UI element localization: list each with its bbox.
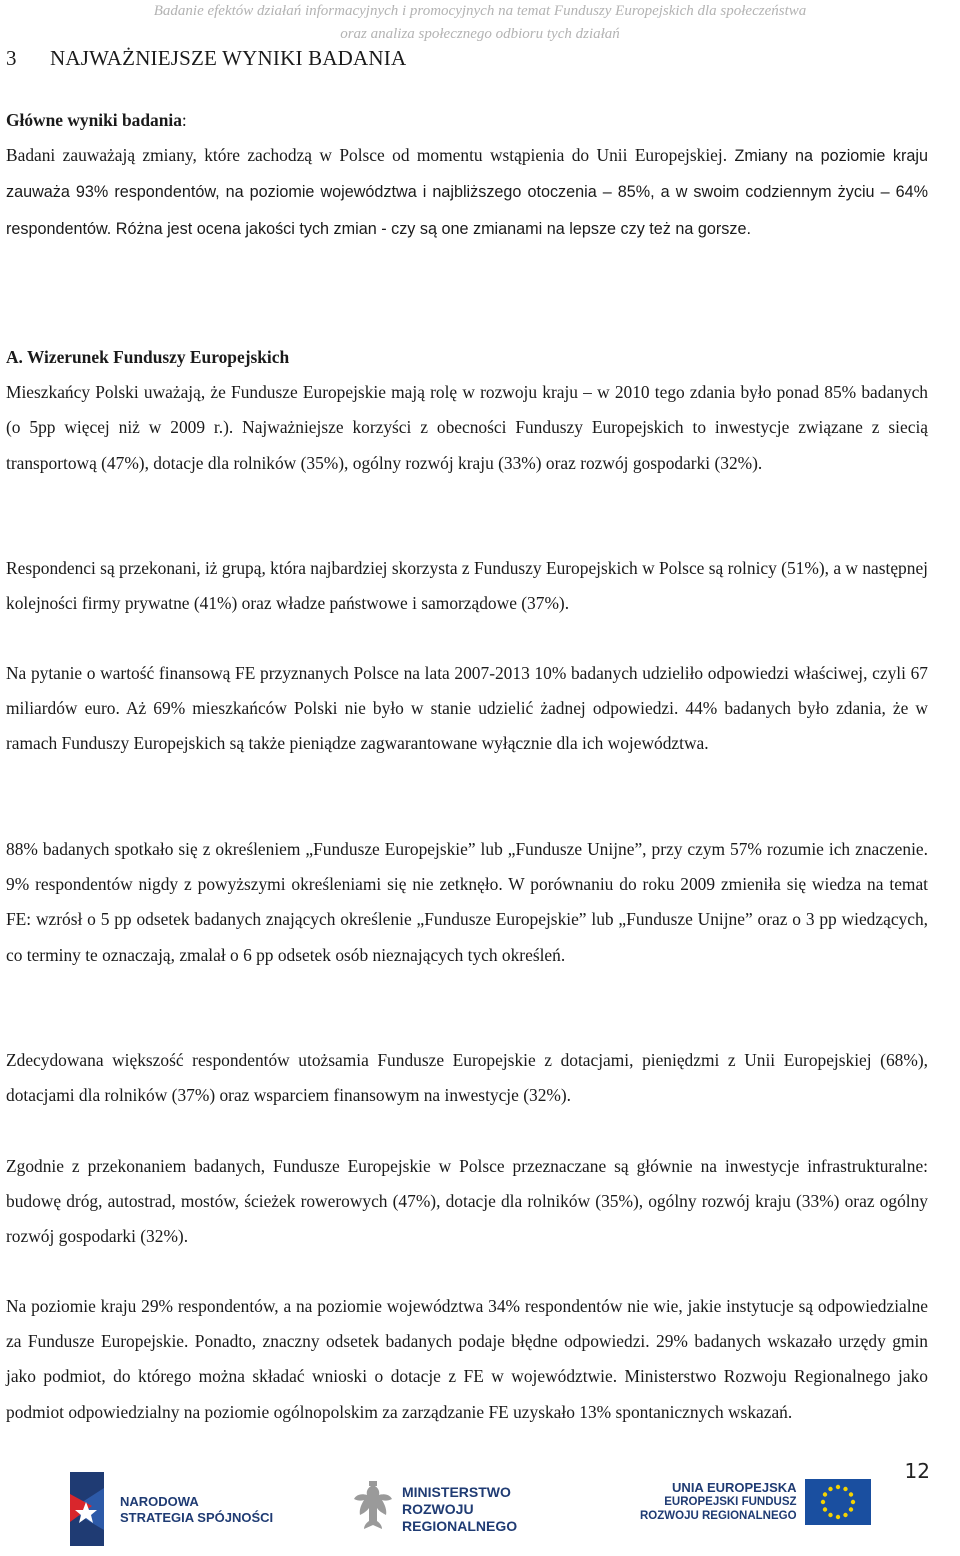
mrr-line-3: REGIONALNEGO — [402, 1517, 518, 1534]
nss-line-1: NARODOWA — [120, 1494, 199, 1509]
paragraph-main-results — [6, 103, 928, 247]
page-number: 12 — [904, 1459, 930, 1483]
paragraph-institutions — [6, 1289, 928, 1430]
eu-line-1: UNIA EUROPEJSKA — [672, 1480, 797, 1495]
paragraph-term-awareness — [6, 832, 928, 973]
eagle-emblem-icon — [352, 1479, 394, 1539]
mrr-line-1: MINISTERSTWO — [402, 1483, 511, 1500]
header-line-2: oraz analiza społecznego odbioru tych działań — [340, 26, 620, 42]
allocation-text: Zgodnie z przekonaniem badanych, Fundusze Europejskie w Polsce przeznaczane są głównie na inwestycje infrastrukturalne: budowę dróg, autostrad, mostów, ścieżek rowerowych (47%), dotacje dla rolników (35%), ogólny rozwój kraju (33%) oraz ogólny rozwój gospodarki (32%). — [6, 1156, 928, 1247]
institutions-text: Na poziomie kraju 29% respondentów, a na poziomie województwa 34% respondentów nie wie, jakie instytucje są odpowiedzialne za Fundusze Europejskie. Ponadto, znaczny odsetek badanych podaje błędne odpowiedzi. 29% badanych wskazało urzędy gmin jako podmiot, do którego można składać wnioski o dotacje z FE w województwie. Ministerstwo Rozwoju Regionalnego jako podmiot odpowiedzialny na poziomie ogólnopolskim za zarządzanie FE uzyskało 13% spontanicznych wskazań. — [6, 1296, 928, 1422]
paragraph-financial-value — [6, 656, 928, 762]
paragraph-allocation — [6, 1149, 928, 1255]
section-number: 3 — [6, 46, 17, 70]
nss-emblem-icon — [62, 1470, 112, 1550]
footer-logos — [0, 1465, 960, 1556]
nss-logo — [62, 1470, 273, 1550]
term-awareness-text: 88% badanych spotkało się z określeniem „Fundusze Europejskie” lub „Fundusze Unijne”, przy czym 57% rozumie ich znaczenie. 9% respondentów nigdy z powyższymi określeniami się nie zetknęło. W porównaniu do roku 2009 zmieniła się wiedza na temat FE: wzrósł o 5 pp odsetek badanych znających określenie „Fundusze Europejskie” lub „Fundusze Unijne” oraz o 3 pp wiedzących, co terminy te oznaczają, zmalał o 6 pp odsetek osób nieznających tych określeń. — [6, 839, 928, 965]
header-line-1: Badanie efektów działań informacyjnych i promocyjnych na temat Funduszy Europejskich dla społeczeństwa — [153, 3, 807, 19]
eu-line-2: EUROPEJSKI FUNDUSZ — [664, 1496, 797, 1508]
section-title-text: NAJWAŻNIEJSZE WYNIKI BADANIA — [50, 46, 407, 70]
eu-flag-icon — [805, 1479, 871, 1525]
image-heading: A. Wizerunek Funduszy Europejskich — [6, 347, 290, 367]
paragraph-image-eu-funds — [6, 340, 928, 481]
beneficiaries-text: Respondenci są przekonani, iż grupą, która najbardziej skorzysta z Funduszy Europejskich w Polsce są rolnicy (51%), a w następnej kolejności firmy prywatne (41%) oraz władze państwowe i samorządowe (37%). — [6, 558, 928, 614]
mrr-logo — [352, 1479, 517, 1539]
nss-line-2: STRATEGIA SPÓJNOŚCI — [120, 1510, 274, 1525]
financial-value-text: Na pytanie o wartość finansową FE przyznanych Polsce na lata 2007-2013 10% badanych udzieliło odpowiedzi właściwej, czyli 67 miliardów euro. Aż 69% mieszkańców Polski nie było w stanie udzielić żadnej odpowiedzi. 44% badanych było zdania, że w ramach Funduszy Europejskich są także pieniądze zagwarantowane wyłącznie dla ich województwa. — [6, 663, 928, 754]
image-text: Mieszkańcy Polski uważają, że Fundusze Europejskie mają rolę w rozwoju kraju – w 2010 tego zdania było ponad 85% badanych (o 5pp więcej niż w 2009 r.). Najważniejsze korzyści z obecności Funduszy Europejskich to inwestycje związane z siecią transportową (47%), dotacje dla rolników (35%), ogólny rozwój kraju (33%) oraz rozwój gospodarki (32%). — [6, 382, 928, 473]
eu-logo — [640, 1479, 871, 1525]
main-results-text-sans: Zmiany na poziomie kraju zauważa 93% respondentów, na poziomie województwa i najbliższego otoczenia – 85%, a w swoim codziennym życiu – 64% respondentów. Różna jest ocena jakości tych zmian - czy są one zmianami na lepsze czy też na gorsze. — [6, 147, 928, 238]
main-results-colon: : — [181, 110, 187, 130]
mrr-line-2: ROZWOJU — [402, 1500, 474, 1517]
associations-text: Zdecydowana większość respondentów utożsamia Fundusze Europejskie z dotacjami, pieniędzmi z Unii Europejskiej (68%), dotacjami dla rolników (37%) oraz wsparciem finansowym na inwestycje (32%). — [6, 1050, 928, 1106]
main-results-text-serif: Badani zauważają zmiany, które zachodzą w Polsce od momentu wstąpienia do Unii Europejskiej. — [6, 145, 735, 166]
paragraph-associations — [6, 1043, 928, 1113]
main-results-heading: Główne wyniki badania — [6, 110, 182, 130]
paragraph-beneficiaries — [6, 551, 928, 621]
eu-line-3: ROZWOJU REGIONALNEGO — [640, 1510, 797, 1522]
running-header — [0, 0, 960, 46]
section-title — [6, 46, 406, 71]
